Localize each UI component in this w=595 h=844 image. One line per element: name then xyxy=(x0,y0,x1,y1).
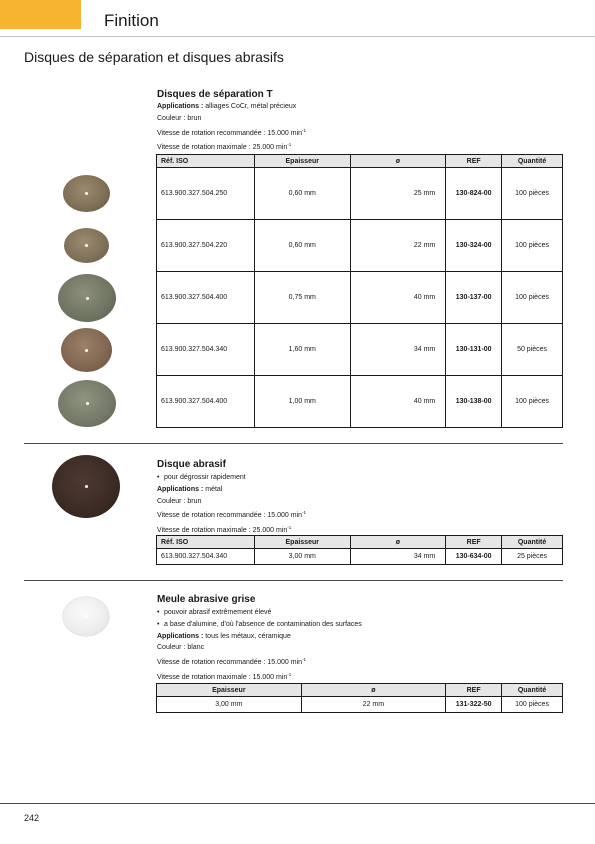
table-row xyxy=(157,697,563,713)
cell-ref: 130-131-00 xyxy=(446,324,502,376)
speed-recommended-line: Vitesse de rotation recommandée : 15.000 $\min^{-1}$ xyxy=(157,657,307,667)
cell-diameter: 40 mm xyxy=(350,272,446,324)
footer-rule xyxy=(0,803,595,804)
col-header-ref: REF xyxy=(446,684,502,697)
table-row xyxy=(157,220,563,272)
separation-disc-image xyxy=(63,175,110,212)
cell-diameter: 25 mm xyxy=(350,168,446,220)
feature-bullet: • pouvoir abrasif extrêmement élevé xyxy=(157,607,362,619)
page-title: Disques de séparation et disques abrasifs xyxy=(24,49,284,65)
applications-line: Applications : alliages CoCr, métal précieux xyxy=(157,103,297,110)
cell-thickness: 3,00 mm xyxy=(157,697,302,713)
separation-disc-image xyxy=(58,380,116,427)
page-number: 242 xyxy=(24,813,40,823)
col-header-quantity: Quantité xyxy=(502,536,563,549)
color-line: Couleur : blanc xyxy=(157,644,205,652)
speed-recommended-line: Vitesse de rotation recommandée : 15.000 $\min^{-1}$ xyxy=(157,510,307,520)
cell-quantity: 100 pièces xyxy=(502,376,563,428)
header-title: Finition xyxy=(104,11,159,30)
cell-ref: 131-322-50 xyxy=(446,697,502,713)
cell-ref-iso: 613.900.327.504.340 xyxy=(157,549,255,565)
cell-ref: 130-634-00 xyxy=(446,549,502,565)
cell-diameter: 34 mm xyxy=(350,549,446,565)
cell-diameter: 22 mm xyxy=(301,697,446,713)
col-header-quantity: Quantité xyxy=(502,684,563,697)
cell-quantity: 50 pièces xyxy=(502,324,563,376)
cell-thickness: 0,60 mm xyxy=(254,168,350,220)
cell-quantity: 100 pièces xyxy=(502,168,563,220)
table-row xyxy=(157,376,563,428)
cell-diameter: 40 mm xyxy=(350,376,446,428)
separation-disc-image xyxy=(64,228,109,263)
cell-ref: 130-824-00 xyxy=(446,168,502,220)
table-row xyxy=(157,168,563,220)
table-row xyxy=(157,272,563,324)
table-row xyxy=(157,549,563,565)
cell-quantity: 100 pièces xyxy=(502,220,563,272)
table-header-row xyxy=(157,536,563,549)
grey-wheel-image xyxy=(63,597,109,636)
col-header-diameter: ø xyxy=(350,155,446,168)
section-title-grey-wheel: Meule abrasive grise xyxy=(157,594,256,605)
cell-quantity: 100 pièces xyxy=(502,272,563,324)
col-header-ref-iso: Réf. ISO xyxy=(157,536,255,549)
col-header-thickness: Epaisseur xyxy=(157,684,302,697)
cell-ref: 130-137-00 xyxy=(446,272,502,324)
speed-max-line: Vitesse de rotation maximale : 25.000 $\min^{-1}$ xyxy=(157,142,292,152)
header-rule xyxy=(0,36,595,37)
cell-ref-iso: 613.900.327.504.220 xyxy=(157,220,255,272)
feature-bullet: • a base d'alumine, d'où l'absence de contamination des surfaces xyxy=(157,619,362,631)
table-header-row xyxy=(157,684,563,697)
section-divider xyxy=(24,580,563,581)
cell-ref: 130-324-00 xyxy=(446,220,502,272)
speed-max-line: Vitesse de rotation maximale : 15.000 $\min^{-1}$ xyxy=(157,671,292,681)
col-header-ref: REF xyxy=(446,155,502,168)
cell-diameter: 22 mm xyxy=(350,220,446,272)
cell-thickness: 1,60 mm xyxy=(254,324,350,376)
col-header-thickness: Epaisseur xyxy=(254,536,350,549)
cell-ref-iso: 613.900.327.504.400 xyxy=(157,272,255,324)
cell-thickness: 0,60 mm xyxy=(254,220,350,272)
separation-disc-image xyxy=(61,328,112,372)
applications-line: Applications : tous les métaux, céramique xyxy=(157,632,291,640)
cell-ref: 130-138-00 xyxy=(446,376,502,428)
col-header-thickness: Epaisseur xyxy=(254,155,350,168)
col-header-ref: REF xyxy=(446,536,502,549)
cell-thickness: 3,00 mm xyxy=(254,549,350,565)
separation-discs-table xyxy=(156,154,563,428)
cell-ref-iso: 613.900.327.504.250 xyxy=(157,168,255,220)
applications-line: Applications : métal xyxy=(157,485,223,493)
col-header-diameter: ø xyxy=(301,684,446,697)
section-divider xyxy=(24,443,563,444)
cell-thickness: 0,75 mm xyxy=(254,272,350,324)
cell-quantity: 100 pièces xyxy=(502,697,563,713)
table-header-row xyxy=(157,155,563,168)
section-info-separation-discs xyxy=(157,101,306,154)
grey-wheel-table xyxy=(156,683,563,713)
col-header-diameter: ø xyxy=(350,536,446,549)
table-row xyxy=(157,324,563,376)
col-header-ref-iso: Réf. ISO xyxy=(157,155,255,168)
section-info-abrasive-disc xyxy=(157,472,306,537)
feature-bullet: • pour dégrossir rapidement xyxy=(157,472,306,484)
section-title-separation-discs: Disques de séparation T xyxy=(157,89,273,100)
cell-thickness: 1,00 mm xyxy=(254,376,350,428)
cell-quantity: 25 pièces xyxy=(502,549,563,565)
speed-recommended-line: Vitesse de rotation recommandée : 15.000 $\min^{-1}$ xyxy=(157,127,307,137)
abrasive-disc-image xyxy=(52,455,120,518)
cell-ref-iso: 613.900.327.504.340 xyxy=(157,324,255,376)
section-info-grey-wheel xyxy=(157,607,362,684)
section-title-abrasive-disc: Disque abrasif xyxy=(157,459,226,470)
color-line: Couleur : brun xyxy=(157,497,202,505)
speed-max-line: Vitesse de rotation maximale : 25.000 $\min^{-1}$ xyxy=(157,525,292,535)
color-line: Couleur : brun xyxy=(157,114,202,122)
separation-disc-image xyxy=(58,274,116,322)
cell-diameter: 34 mm xyxy=(350,324,446,376)
abrasive-disc-table xyxy=(156,535,563,565)
col-header-quantity: Quantité xyxy=(502,155,563,168)
cell-ref-iso: 613.900.327.504.400 xyxy=(157,376,255,428)
header-accent-tab xyxy=(0,0,81,29)
